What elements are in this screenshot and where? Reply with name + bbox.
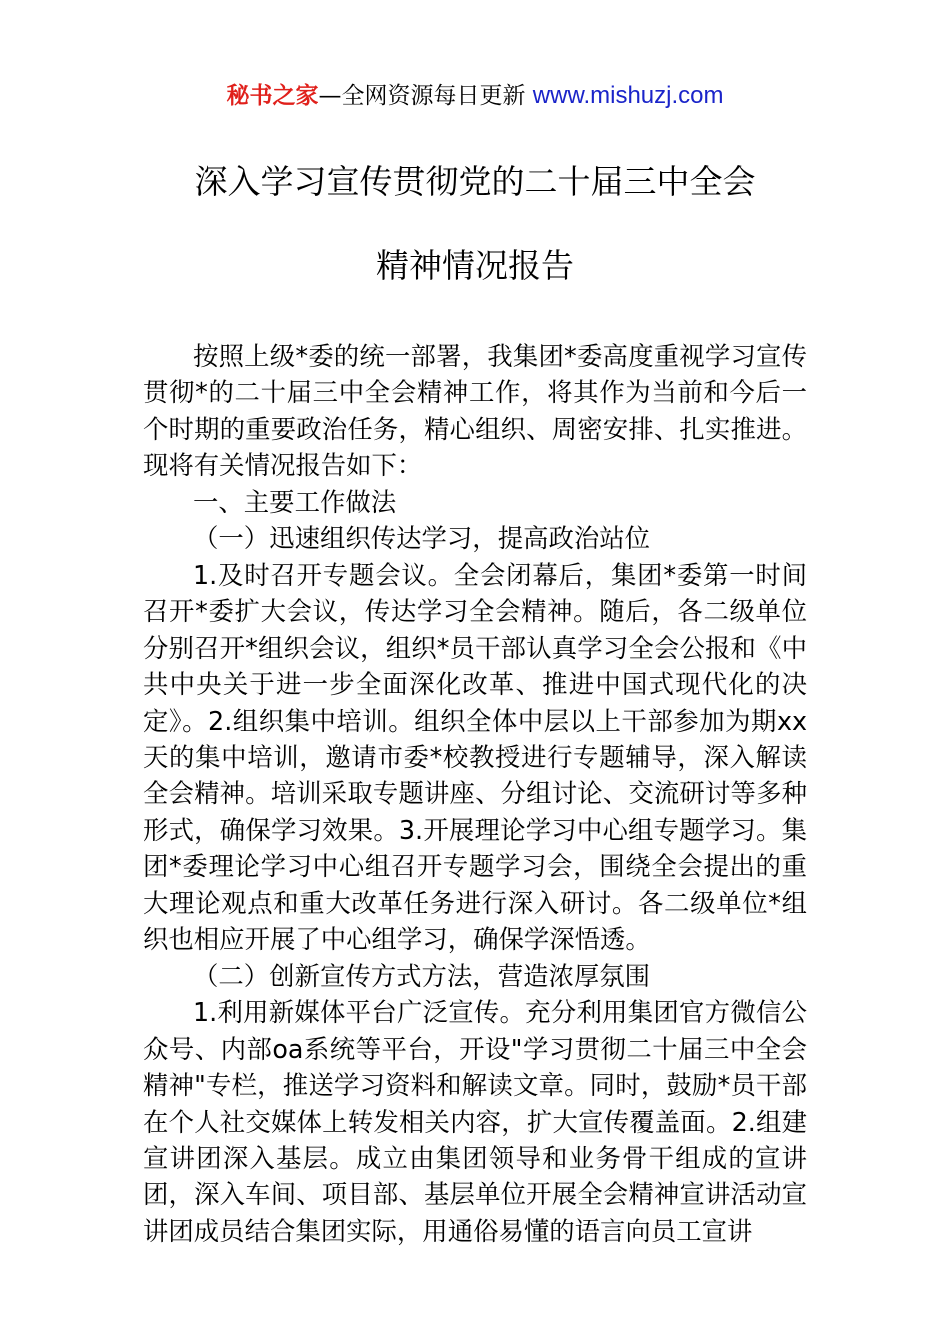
subsection-heading-1: （一）迅速组织传达学习，提高政治站位 bbox=[193, 523, 651, 554]
section-heading-1: 一、主要工作做法 bbox=[193, 486, 397, 517]
intro-paragraph: 按照上级*委的统一部署，我集团*委高度重视学习宣传贯彻*的二十届三中全会精神工作，将其作为当前和今后一个时期的重要政治任务，精心组织、周密安排、扎实推进。现将有关情况报告如下： bbox=[143, 341, 807, 481]
body-paragraph: 1.及时召开专题会议。全会闭幕后，集团*委第一时间召开*委扩大会议，传达学习全会精神。随后，各二级单位分别召开*组织会议，组织*员干部认真学习全会公报和《中共中央关于进一步全面深化改革、推进中国式现代化的决定》。2.组织集中培训。组织全体中层以上干部参加为期xx天的集中培训，邀请市委*校教授进行专题辅导，深入解读全会精神。培训采取专题讲座、分组讨论、交流研讨等多种形式，确保学习效果。3.开展理论学习中心组专题学习。集团*委理论学习中心组召开专题学习会，围绕全会提出的重大理论观点和重大改革任务进行深入研讨。各二级单位*组织也相应开展了中心组学习，确保学深悟透。 bbox=[143, 559, 807, 955]
site-url-link[interactable]: www.mishuzj.com bbox=[532, 82, 724, 109]
site-tagline: —全网资源每日更新 bbox=[318, 83, 533, 109]
document-title-line-2: 精神情况报告 bbox=[376, 246, 574, 285]
body-paragraph: 1.利用新媒体平台广泛宣传。充分利用集团官方微信公众号、内部oa系统等平台，开设"学习贯彻二十届三中全会精神"专栏，推送学习资料和解读文章。同时，鼓励*员干部在个人社交媒体上转发相关内容，扩大宣传覆盖面。2.组建宣讲团深入基层。成立由集团领导和业务骨干组成的宣讲团，深入车间、项目部、基层单位开展全会精神宣讲活动宣讲团成员结合集团实际，用通俗易懂的语言向员工宣讲 bbox=[143, 997, 807, 1246]
subsection-heading-2: （二）创新宣传方式方法，营造浓厚氛围 bbox=[193, 960, 651, 991]
brand-name: 秘书之家 bbox=[226, 83, 319, 109]
document-title-line-1: 深入学习宣传贯彻党的二十届三中全会 bbox=[194, 162, 756, 201]
document-title bbox=[0, 160, 950, 287]
document-body bbox=[143, 338, 807, 1249]
site-header bbox=[0, 80, 950, 112]
